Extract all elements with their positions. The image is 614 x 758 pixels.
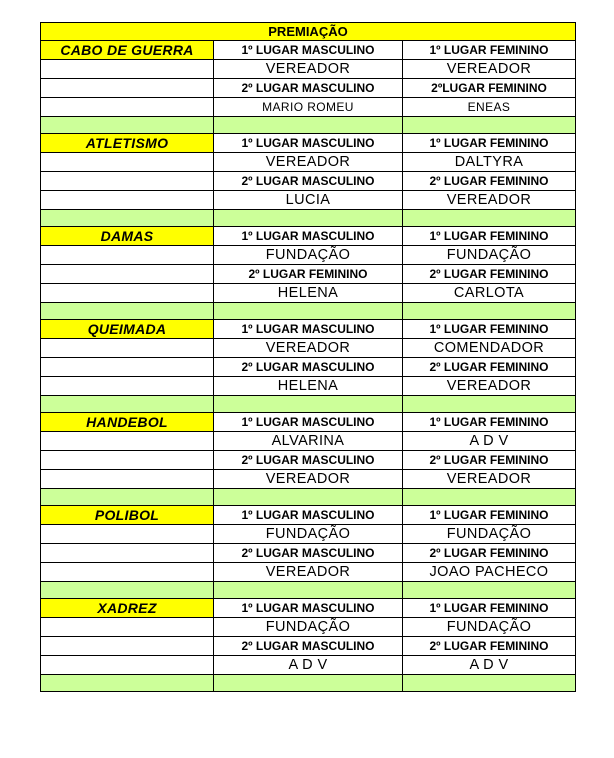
first-place-female-label[interactable]: 1º LUGAR FEMININO <box>403 599 576 618</box>
first-place-female-winner[interactable]: COMENDADOR <box>403 339 576 358</box>
first-place-female-winner[interactable]: FUNDAÇÃO <box>403 525 576 544</box>
second-place-male-winner[interactable]: VEREADOR <box>214 563 403 582</box>
separator-row <box>41 675 576 692</box>
first-place-winners-row <box>41 60 576 79</box>
first-place-female-winner[interactable]: FUNDAÇÃO <box>403 246 576 265</box>
sport-name-cell[interactable]: ATLETISMO <box>41 134 214 153</box>
second-place-female-winner[interactable]: A D V <box>403 656 576 675</box>
separator-cell[interactable] <box>41 210 214 227</box>
empty-cell[interactable] <box>41 618 214 637</box>
first-place-male-label[interactable]: 1º LUGAR MASCULINO <box>214 320 403 339</box>
separator-cell[interactable] <box>41 489 214 506</box>
title-row <box>41 23 576 41</box>
second-place-male-label[interactable]: 2º LUGAR MASCULINO <box>214 358 403 377</box>
separator-cell[interactable] <box>214 489 403 506</box>
awards-table <box>40 22 576 692</box>
separator-cell[interactable] <box>214 396 403 413</box>
first-place-male-winner[interactable]: VEREADOR <box>214 153 403 172</box>
section-header-row <box>41 134 576 153</box>
empty-cell[interactable] <box>41 470 214 489</box>
first-place-male-winner[interactable]: VEREADOR <box>214 339 403 358</box>
second-place-male-winner[interactable]: VEREADOR <box>214 470 403 489</box>
separator-row <box>41 489 576 506</box>
separator-cell[interactable] <box>214 303 403 320</box>
first-place-male-winner[interactable]: FUNDAÇÃO <box>214 618 403 637</box>
first-place-winners-row <box>41 618 576 637</box>
first-place-winners-row <box>41 525 576 544</box>
separator-cell[interactable] <box>403 675 576 692</box>
separator-cell[interactable] <box>214 210 403 227</box>
second-place-female-winner[interactable]: CARLOTA <box>403 284 576 303</box>
separator-cell[interactable] <box>403 396 576 413</box>
empty-cell[interactable] <box>41 637 214 656</box>
second-place-male-label[interactable]: 2º LUGAR MASCULINO <box>214 172 403 191</box>
first-place-male-label[interactable]: 1º LUGAR MASCULINO <box>214 227 403 246</box>
separator-cell[interactable] <box>41 582 214 599</box>
first-place-male-winner[interactable]: FUNDAÇÃO <box>214 246 403 265</box>
section-header-row <box>41 41 576 60</box>
second-place-female-label[interactable]: 2º LUGAR FEMININO <box>403 265 576 284</box>
first-place-female-label[interactable]: 1º LUGAR FEMININO <box>403 227 576 246</box>
first-place-female-label[interactable]: 1º LUGAR FEMININO <box>403 41 576 60</box>
first-place-female-label[interactable]: 1º LUGAR FEMININO <box>403 134 576 153</box>
second-place-male-winner[interactable]: LUCIA <box>214 191 403 210</box>
second-place-male-winner[interactable]: A D V <box>214 656 403 675</box>
empty-cell[interactable] <box>41 79 214 98</box>
empty-cell[interactable] <box>41 544 214 563</box>
empty-cell[interactable] <box>41 153 214 172</box>
second-place-male-label[interactable]: 2º LUGAR MASCULINO <box>214 79 403 98</box>
second-place-female-winner[interactable]: VEREADOR <box>403 377 576 396</box>
first-place-male-label[interactable]: 1º LUGAR MASCULINO <box>214 413 403 432</box>
first-place-female-winner[interactable]: A D V <box>403 432 576 451</box>
empty-cell[interactable] <box>41 191 214 210</box>
first-place-male-label[interactable]: 1º LUGAR MASCULINO <box>214 599 403 618</box>
separator-cell[interactable] <box>403 210 576 227</box>
separator-row <box>41 582 576 599</box>
separator-cell[interactable] <box>403 303 576 320</box>
second-place-male-label[interactable]: 2º LUGAR MASCULINO <box>214 637 403 656</box>
second-place-male-winner[interactable]: HELENA <box>214 377 403 396</box>
second-place-female-label[interactable]: 2º LUGAR FEMININO <box>403 172 576 191</box>
empty-cell[interactable] <box>41 432 214 451</box>
first-place-male-label[interactable]: 1º LUGAR MASCULINO <box>214 506 403 525</box>
section-header-row <box>41 506 576 525</box>
second-place-winners-row <box>41 656 576 675</box>
empty-cell[interactable] <box>41 284 214 303</box>
separator-cell[interactable] <box>41 396 214 413</box>
second-place-female-label[interactable]: 2º LUGAR FEMININO <box>403 544 576 563</box>
second-place-female-winner[interactable]: JOAO PACHECO <box>403 563 576 582</box>
separator-cell[interactable] <box>41 117 214 134</box>
first-place-male-label[interactable]: 1º LUGAR MASCULINO <box>214 41 403 60</box>
second-place-female-label[interactable]: 2º LUGAR FEMININO <box>403 451 576 470</box>
empty-cell[interactable] <box>41 451 214 470</box>
second-place-winners-row <box>41 470 576 489</box>
separator-cell[interactable] <box>214 117 403 134</box>
separator-row <box>41 210 576 227</box>
first-place-female-winner[interactable]: FUNDAÇÃO <box>403 618 576 637</box>
empty-cell[interactable] <box>41 246 214 265</box>
first-place-male-winner[interactable]: VEREADOR <box>214 60 403 79</box>
second-place-male-label[interactable]: 2º LUGAR FEMININO <box>214 265 403 284</box>
sport-name-cell[interactable]: HANDEBOL <box>41 413 214 432</box>
sport-name-cell[interactable]: QUEIMADA <box>41 320 214 339</box>
empty-cell[interactable] <box>41 60 214 79</box>
first-place-winners-row <box>41 246 576 265</box>
separator-row <box>41 396 576 413</box>
section-header-row <box>41 320 576 339</box>
separator-cell[interactable] <box>214 582 403 599</box>
first-place-female-label[interactable]: 1º LUGAR FEMININO <box>403 413 576 432</box>
empty-cell[interactable] <box>41 172 214 191</box>
sport-name-cell[interactable]: DAMAS <box>41 227 214 246</box>
second-place-header-row <box>41 544 576 563</box>
second-place-header-row <box>41 451 576 470</box>
second-place-header-row <box>41 637 576 656</box>
second-place-male-winner[interactable]: HELENA <box>214 284 403 303</box>
section-header-row <box>41 413 576 432</box>
sport-name-cell[interactable]: XADREZ <box>41 599 214 618</box>
empty-cell[interactable] <box>41 98 214 117</box>
empty-cell[interactable] <box>41 563 214 582</box>
first-place-male-winner[interactable]: FUNDAÇÃO <box>214 525 403 544</box>
sport-name-cell[interactable]: POLIBOL <box>41 506 214 525</box>
section-header-row <box>41 227 576 246</box>
empty-cell[interactable] <box>41 265 214 284</box>
separator-cell[interactable] <box>403 489 576 506</box>
first-place-female-winner[interactable]: DALTYRA <box>403 153 576 172</box>
second-place-winners-row <box>41 98 576 117</box>
first-place-female-winner[interactable]: VEREADOR <box>403 60 576 79</box>
second-place-female-winner[interactable]: VEREADOR <box>403 470 576 489</box>
second-place-winners-row <box>41 284 576 303</box>
second-place-male-label[interactable]: 2º LUGAR MASCULINO <box>214 451 403 470</box>
separator-cell[interactable] <box>41 303 214 320</box>
empty-cell[interactable] <box>41 339 214 358</box>
first-place-female-label[interactable]: 1º LUGAR FEMININO <box>403 320 576 339</box>
second-place-female-label[interactable]: 2º LUGAR FEMININO <box>403 358 576 377</box>
empty-cell[interactable] <box>41 656 214 675</box>
empty-cell[interactable] <box>41 377 214 396</box>
second-place-female-winner[interactable]: VEREADOR <box>403 191 576 210</box>
empty-cell[interactable] <box>41 525 214 544</box>
separator-row <box>41 117 576 134</box>
section-header-row <box>41 599 576 618</box>
second-place-female-winner[interactable]: ENEAS <box>403 98 576 117</box>
empty-cell[interactable] <box>41 358 214 377</box>
second-place-female-label[interactable]: 2º LUGAR FEMININO <box>403 637 576 656</box>
first-place-female-label[interactable]: 1º LUGAR FEMININO <box>403 506 576 525</box>
first-place-winners-row <box>41 153 576 172</box>
first-place-winners-row <box>41 339 576 358</box>
first-place-winners-row <box>41 432 576 451</box>
separator-cell[interactable] <box>403 582 576 599</box>
second-place-male-winner[interactable]: MARIO ROMEU <box>214 98 403 117</box>
sport-name-cell[interactable]: CABO DE GUERRA <box>41 41 214 60</box>
second-place-header-row <box>41 79 576 98</box>
second-place-winners-row <box>41 191 576 210</box>
separator-cell[interactable] <box>403 117 576 134</box>
first-place-male-winner[interactable]: ALVARINA <box>214 432 403 451</box>
second-place-header-row <box>41 358 576 377</box>
second-place-winners-row <box>41 563 576 582</box>
second-place-female-label[interactable]: 2ºLUGAR FEMININO <box>403 79 576 98</box>
second-place-header-row <box>41 172 576 191</box>
title-cell[interactable]: PREMIAÇÃO <box>41 23 576 41</box>
second-place-header-row <box>41 265 576 284</box>
separator-row <box>41 303 576 320</box>
separator-cell[interactable] <box>214 675 403 692</box>
separator-cell[interactable] <box>41 675 214 692</box>
first-place-male-label[interactable]: 1º LUGAR MASCULINO <box>214 134 403 153</box>
second-place-winners-row <box>41 377 576 396</box>
second-place-male-label[interactable]: 2º LUGAR MASCULINO <box>214 544 403 563</box>
